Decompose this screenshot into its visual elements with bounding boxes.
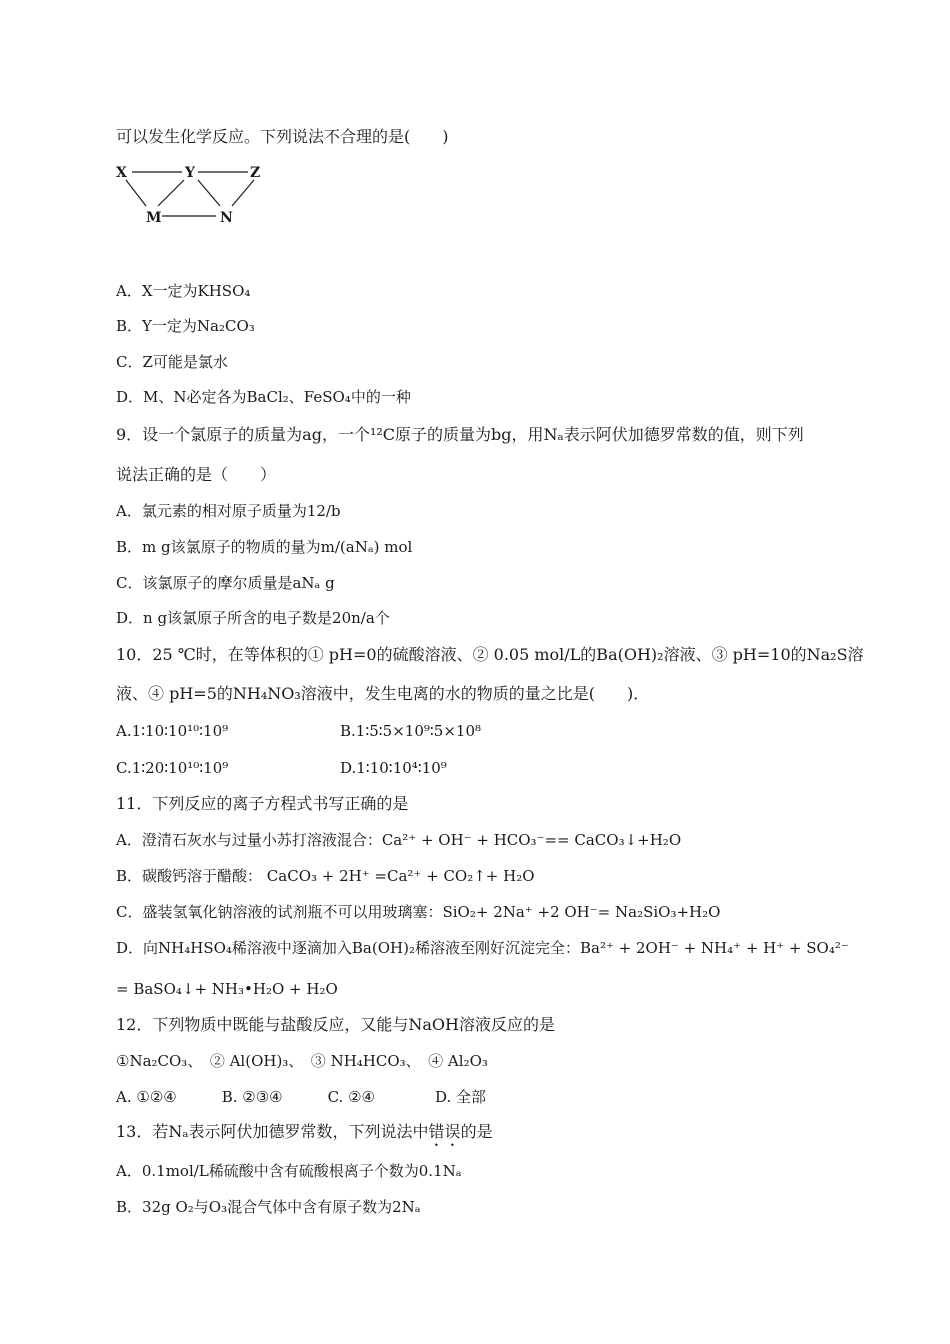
q11-option-d-line2: = BaSO₄↓+ NH₃•H₂O + H₂O (116, 980, 338, 998)
q13-stem (116, 1122, 493, 1150)
question-intro: 可以发生化学反应。下列说法不合理的是( ) (116, 127, 449, 146)
node-m: M (146, 210, 162, 226)
q9-stem-line1: 9．设一个氯原子的质量为ag，一个¹²C原子的质量为bg，用Nₐ表示阿伏加德罗常数的值，则下列 (116, 425, 804, 444)
q11-option-b: B．碳酸钙溶于醋酸： CaCO₃ + 2H⁺ =Ca²⁺ + CO₂↑+ H₂O (116, 867, 535, 885)
q8-option-c: C．Z可能是氯水 (116, 353, 228, 371)
q11-option-a: A．澄清石灰水与过量小苏打溶液混合：Ca²⁺ + OH⁻ + HCO₃⁻== CaCO₃↓+H₂O (116, 831, 682, 849)
node-x: X (116, 165, 127, 181)
q9-option-b: B．m g该氯原子的物质的量为m/(aNₐ) mol (116, 538, 413, 556)
q8-option-d: D．M、N必定各为BaCl₂、FeSO₄中的一种 (116, 388, 411, 406)
q13-stem-post: 的是 (460, 1122, 493, 1141)
q10-option-c: C.1∶20∶10¹⁰∶10⁹ (116, 759, 229, 777)
q13-option-b: B．32g O₂与O₃混合气体中含有原子数为2Nₐ (116, 1198, 421, 1216)
q10-option-d: D.1∶10∶10⁴∶10⁹ (340, 759, 447, 777)
node-y: Y (185, 165, 195, 181)
q13-stem-emphasis: 错误 (428, 1122, 461, 1141)
q13-option-a: A．0.1mol/L稀硫酸中含有硫酸根离子个数为0.1Nₐ (116, 1162, 462, 1180)
q10-option-a: A.1∶10∶10¹⁰∶10⁹ (116, 722, 229, 740)
node-z: Z (250, 165, 261, 181)
q9-stem-line2: 说法正确的是（ ） (116, 465, 277, 484)
q10-stem-line1: 10．25 ℃时，在等体积的① pH=0的硫酸溶液、② 0.05 mol/L的Ba(OH)₂溶液、③ pH=10的Na₂S溶 (116, 645, 864, 664)
q11-option-d-line1: D．向NH₄HSO₄稀溶液中逐滴加入Ba(OH)₂稀溶液至刚好沉淀完全：Ba²⁺ + 2OH⁻ + NH₄⁺ + H⁺ + SO₄²⁻ (116, 939, 849, 957)
node-n: N (220, 210, 233, 226)
q12-stem: 12．下列物质中既能与盐酸反应，又能与NaOH溶液反应的是 (116, 1015, 555, 1034)
q11-stem: 11．下列反应的离子方程式书写正确的是 (116, 794, 409, 813)
q9-option-a: A．氯元素的相对原子质量为12/b (116, 502, 341, 520)
q8-option-a: A．X一定为KHSO₄ (116, 282, 251, 300)
q11-option-c: C．盛装氢氧化钠溶液的试剂瓶不可以用玻璃塞：SiO₂+ 2Na⁺ +2 OH⁻= Na₂SiO₃+H₂O (116, 903, 721, 921)
q9-option-c: C．该氯原子的摩尔质量是aNₐ g (116, 574, 335, 592)
reaction-diagram (112, 160, 272, 230)
q9-option-d: D．n g该氯原子所含的电子数是20n/a个 (116, 609, 390, 627)
q13-stem-pre: 13．若Nₐ表示阿伏加德罗常数，下列说法中 (116, 1122, 429, 1141)
q12-items: ①Na₂CO₃、 ② Al(OH)₃、 ③ NH₄HCO₃、 ④ Al₂O₃ (116, 1052, 488, 1070)
q10-stem-line2: 液、④ pH=5的NH₄NO₃溶液中，发生电离的水的物质的量之比是( )． (116, 684, 650, 703)
q12-options: A. ①②④ B. ②③④ C. ②④ D. 全部 (116, 1088, 487, 1106)
q8-option-b: B．Y一定为Na₂CO₃ (116, 317, 255, 335)
q10-option-b: B.1∶5∶5×10⁹∶5×10⁸ (340, 722, 482, 740)
